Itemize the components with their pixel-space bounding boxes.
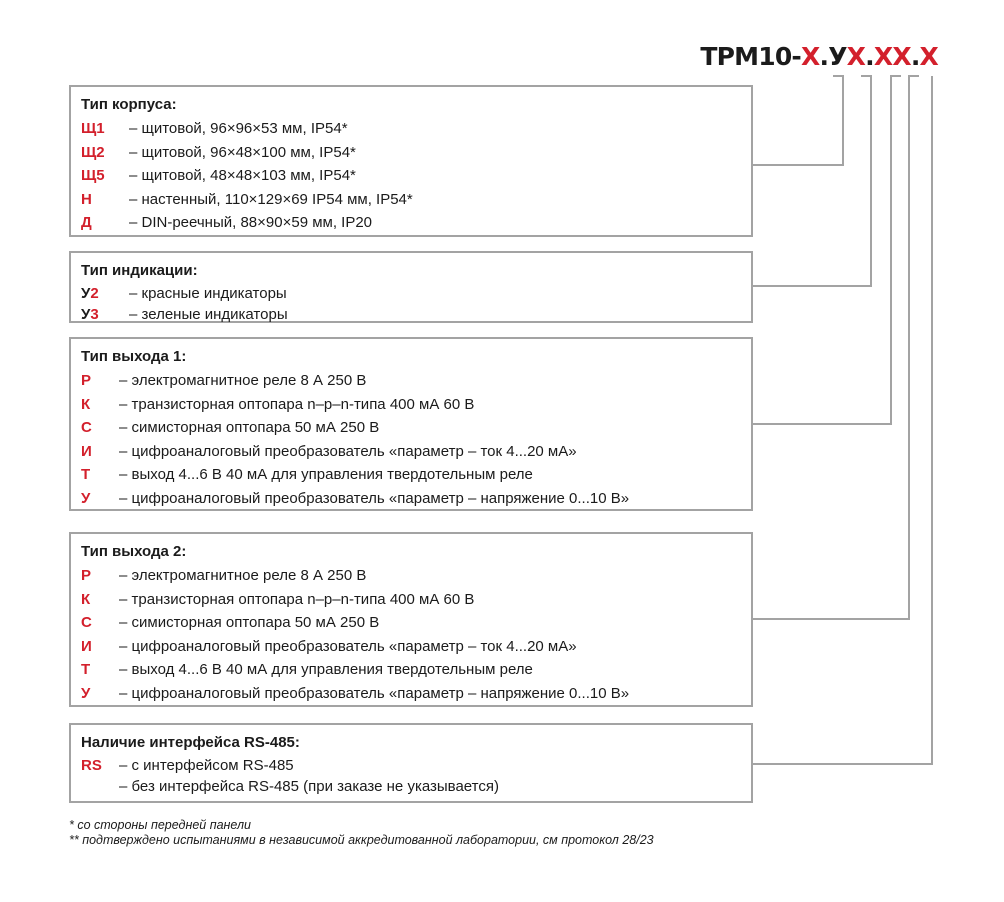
- option-code: Т: [81, 661, 91, 678]
- option-description: – настенный, 110×129×69 IP54 мм, IP54*: [129, 190, 413, 208]
- output2-type-box: [69, 532, 753, 707]
- option-code: И: [81, 442, 92, 460]
- interface-option-row: [81, 776, 751, 797]
- output1-option-row: [81, 369, 751, 393]
- option-description: – транзисторная оптопара n–p–n-типа 400 мА 60 В: [119, 590, 475, 608]
- output1-option-row: [81, 393, 751, 417]
- title-dot-3: .: [910, 42, 920, 71]
- interface-option-row: [81, 755, 751, 776]
- option-code: С: [81, 614, 92, 631]
- connector-indication: [753, 76, 871, 286]
- output1-option-row: [81, 463, 751, 487]
- output1-option-row: [81, 487, 751, 511]
- option-description: – щитовой, 96×96×53 мм, IP54*: [129, 120, 348, 137]
- option-description: – цифроаналоговый преобразователь «параметр – ток 4...20 мА»: [119, 442, 577, 460]
- option-code: Щ2: [81, 143, 105, 161]
- option-code: У2: [81, 285, 99, 302]
- title-prefix: ТРМ10-: [700, 42, 801, 71]
- connector-interface: [753, 76, 932, 764]
- option-description: – выход 4...6 В 40 мА для управления твердотельным реле: [119, 466, 533, 483]
- option-description: – зеленые индикаторы: [129, 306, 288, 323]
- option-description: – транзисторная оптопара n–p–n-типа 400 мА 60 В: [119, 395, 475, 413]
- option-description: – DIN-реечный, 88×90×59 мм, IP20: [129, 214, 373, 231]
- title-case-placeholder: Х: [801, 42, 820, 71]
- output2-option-row: [81, 588, 751, 612]
- option-code: Н: [81, 190, 92, 208]
- output2-option-row: [81, 635, 751, 659]
- output2-type-heading: Тип выхода 2:: [81, 543, 187, 560]
- footnote-front-panel: * со стороны передней панели: [69, 818, 251, 832]
- footnote-lab-tested: ** подтверждено испытаниями в независимой аккредитованной лаборатории, см протокол 28/23: [69, 833, 654, 847]
- option-description: – красные индикаторы: [129, 285, 287, 302]
- output2-option-row: [81, 682, 751, 706]
- option-code: RS: [81, 757, 102, 774]
- output2-option-row: [81, 658, 751, 682]
- case-option-row: [81, 211, 751, 235]
- title-interface-placeholder: Х: [919, 42, 938, 71]
- output2-option-row: [81, 611, 751, 635]
- output1-type-heading: Тип выхода 1:: [81, 348, 187, 365]
- option-code: Р: [81, 567, 92, 584]
- output2-option-row: [81, 564, 751, 588]
- option-description: – цифроаналоговый преобразователь «параметр – напряжение 0...10 В»: [119, 489, 630, 507]
- title-dot-1: .: [819, 42, 829, 71]
- option-description: – электромагнитное реле 8 А 250 В: [119, 372, 367, 389]
- title-indication-placeholder: Х: [846, 42, 866, 71]
- case-type-box: [69, 85, 753, 237]
- indication-option-row: [81, 283, 751, 304]
- output1-type-box: [69, 337, 753, 511]
- option-code: К: [81, 395, 91, 413]
- interface-box: [69, 723, 753, 803]
- title-indication-prefix: У: [828, 42, 847, 71]
- case-option-row: [81, 117, 751, 141]
- option-description: – с интерфейсом RS-485: [119, 757, 294, 774]
- option-code: Р: [81, 372, 92, 389]
- case-type-heading: Тип корпуса:: [81, 96, 177, 113]
- option-code: У3: [81, 306, 99, 323]
- option-description: – без интерфейса RS-485 (при заказе не указывается): [119, 778, 499, 795]
- option-code: Д: [81, 214, 92, 231]
- option-description: – щитовой, 48×48×103 мм, IP54*: [129, 167, 356, 184]
- option-description: – выход 4...6 В 40 мА для управления твердотельным реле: [119, 661, 533, 678]
- option-code: Т: [81, 466, 91, 483]
- option-code: Щ1: [81, 120, 105, 137]
- option-code: И: [81, 637, 92, 655]
- indication-type-box: [69, 251, 753, 323]
- interface-heading: Наличие интерфейса RS-485:: [81, 734, 300, 751]
- output1-option-row: [81, 440, 751, 464]
- indication-type-heading: Тип индикации:: [81, 262, 198, 279]
- case-option-row: [81, 188, 751, 212]
- option-description: – симисторная оптопара 50 мА 250 В: [119, 614, 380, 631]
- option-description: – цифроаналоговый преобразователь «параметр – напряжение 0...10 В»: [119, 684, 630, 702]
- case-option-row: [81, 141, 751, 165]
- option-description: – цифроаналоговый преобразователь «параметр – ток 4...20 мА»: [119, 637, 577, 655]
- connector-case: [753, 76, 843, 165]
- case-option-row: [81, 164, 751, 188]
- option-description: – симисторная оптопара 50 мА 250 В: [119, 419, 380, 436]
- option-code: К: [81, 590, 91, 608]
- option-description: – электромагнитное реле 8 А 250 В: [119, 567, 367, 584]
- option-code: Щ5: [81, 167, 105, 184]
- connector-output1: [753, 76, 901, 424]
- title-dot-2: .: [865, 42, 874, 71]
- output1-option-row: [81, 416, 751, 440]
- option-code: У: [81, 684, 91, 702]
- option-code: С: [81, 419, 92, 436]
- indication-option-row: [81, 304, 751, 325]
- option-description: – щитовой, 96×48×100 мм, IP54*: [129, 143, 356, 161]
- title-outputs-placeholder: ХХ: [873, 42, 911, 71]
- connector-output2: [753, 76, 919, 619]
- option-code: У: [81, 489, 91, 507]
